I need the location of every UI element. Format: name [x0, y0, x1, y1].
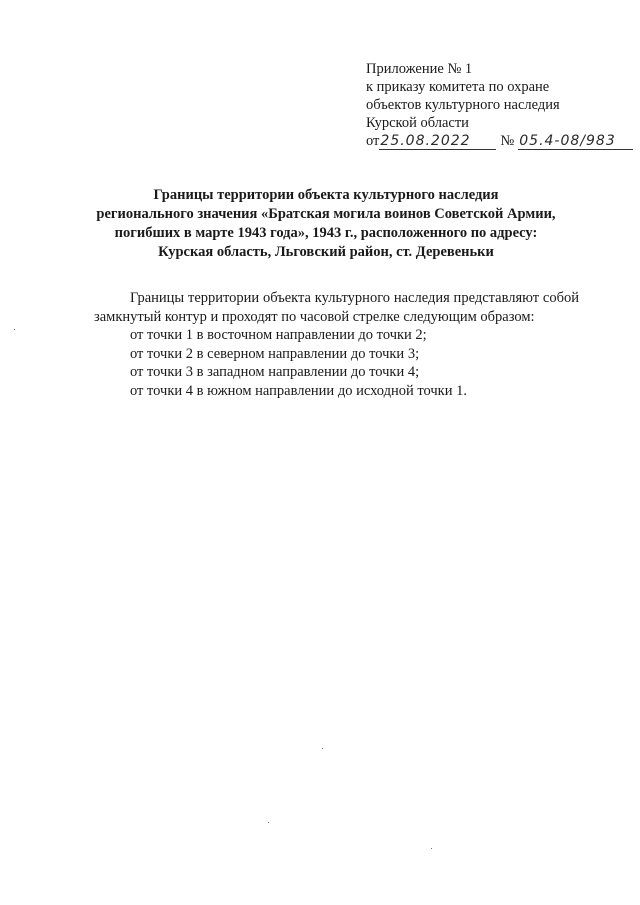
intro-paragraph: Границы территории объекта культурного наследия представляют собой замкнутый контур и проходят по часовой стрелке следующим образом:: [94, 290, 579, 325]
date-prefix: от: [366, 133, 380, 149]
appendix-number: Приложение № 1: [366, 61, 473, 77]
title-line-2: регионального значения «Братская могила воинов Советской Армии,: [96, 206, 556, 222]
title-line-4: Курская область, Льговский район, ст. Деревеньки: [158, 244, 494, 260]
appendix-header: [366, 60, 633, 150]
number-label: №: [500, 133, 515, 149]
handwritten-date: 25.08.2022: [379, 134, 496, 150]
boundary-item-1: от точки 1 в восточном направлении до точки 2;: [130, 327, 427, 343]
handwritten-number: 05.4-08/983: [518, 134, 633, 150]
scan-speck: [322, 748, 323, 749]
title-line-3: погибших в марте 1943 года», 1943 г., расположенного по адресу:: [114, 225, 538, 241]
scan-speck: [431, 848, 432, 849]
appendix-order-ref: к приказу комитета по охране: [366, 79, 550, 95]
title-line-1: Границы территории объекта культурного наследия: [153, 187, 499, 203]
appendix-date-line: [366, 132, 633, 150]
boundary-item-3: от точки 3 в западном направлении до точки 4;: [130, 364, 420, 380]
scan-speck: [268, 822, 269, 823]
appendix-region: Курской области: [366, 115, 469, 131]
document-title: [70, 186, 582, 262]
boundary-item-2: от точки 2 в северном направлении до точки 3;: [130, 345, 420, 362]
scan-speck: [14, 329, 15, 330]
document-body: [94, 289, 579, 400]
appendix-committee: объектов культурного наследия: [366, 97, 560, 113]
boundary-item-4: от точки 4 в южном направлении до исходной точки 1.: [130, 382, 467, 399]
